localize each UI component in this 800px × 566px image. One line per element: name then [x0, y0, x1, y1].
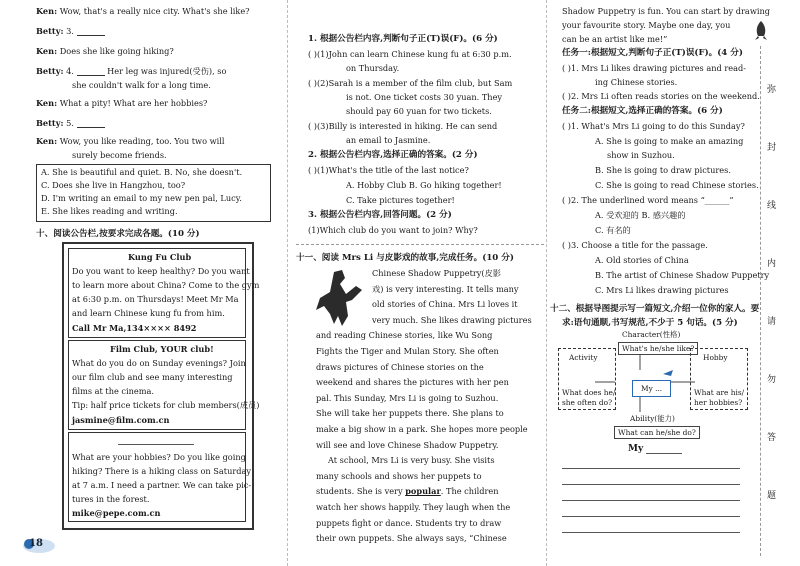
task2-q1-a: A. She is going to make an amazing [595, 136, 744, 146]
dialog-speaker: Ken: [36, 136, 58, 146]
q1-item-1b: on Thursday. [346, 63, 400, 73]
dialog-text-after: Her leg was injured(受伤), so [107, 66, 227, 76]
binding-char: 内 [767, 259, 777, 269]
binding-char: 答 [767, 433, 777, 443]
binding-char: 请 [767, 317, 777, 327]
hike-line-3: at 7 a.m. I need a partner. We can take pic- [72, 480, 252, 490]
dialog-text: Wow, that's a really nice city. What's she like? [59, 6, 250, 16]
dialog-speaker: Ken: [36, 98, 58, 108]
task2-q1-a2: show in Suzhou. [607, 150, 675, 160]
answer-blank[interactable] [77, 119, 105, 128]
q2-title: 2. 根据公告栏内容,选择正确的答案。(2 分) [308, 150, 478, 160]
q1-title: 1. 根据公告栏内容,判断句子正(T)误(F)。(6 分) [308, 34, 498, 44]
dialog-speaker: Betty: [36, 118, 64, 128]
binding-char: 线 [767, 201, 777, 211]
story-line: students. She is very popular. The children [316, 486, 499, 497]
column-divider-2 [546, 0, 547, 566]
dialog-text: 4. [66, 66, 74, 76]
kungfu-line-4: and learn Chinese kung fu from him. [72, 308, 225, 318]
mindmap-activity: Activity [566, 352, 601, 363]
dialog-text: Does she like going hiking? [59, 46, 174, 56]
task2-q1: ( )1. What's Mrs Li going to do this Sunday? [562, 121, 745, 131]
q1-item-1: ( )(1)John can learn Chinese kung fu at 6:30 p.m. [308, 49, 512, 59]
option-d: D. I'm writing an email to my new pen pal, Lucy. [41, 193, 242, 203]
story-line: puppets fight or dance. Students try to draw [316, 517, 502, 528]
story-line: will see and love Chinese Shadow Puppetry. [316, 439, 499, 450]
hike-line-4: tures in the forest. [72, 494, 150, 504]
option-c: C. Does she live in Hangzhou, too? [41, 180, 186, 190]
section-divider [296, 244, 544, 245]
puppet-illustration [312, 266, 368, 328]
q2-item-1: ( )(1)What's the title of the last notice? [308, 165, 469, 175]
story-line: Chinese Shadow Puppetry(皮影 [372, 268, 501, 278]
story-line: weekend and shares the pictures with her pen [316, 377, 509, 388]
film-line-3: films at the cinema. [72, 386, 155, 396]
story-line: many schools and shows her puppets to [316, 470, 482, 481]
story-line: draws pictures of Chinese stories on the [316, 361, 484, 372]
mindmap-whats-like: What's he/she like? [618, 342, 698, 355]
mindmap-what-are: What are his/ [694, 388, 745, 397]
mindmap-her-hobbies: her hobbies? [694, 398, 743, 407]
q1-item-3b: an email to Jasmine. [346, 135, 431, 145]
kungfu-line-2: to learn more about China? Come to the gym [72, 280, 260, 290]
answer-blank[interactable] [77, 27, 105, 36]
q1-item-2b: is not. One ticket costs 30 yuan. They [346, 92, 503, 102]
task2-q3-b: B. The artist of Chinese Shadow Puppetry [595, 270, 770, 280]
task2-q3-a: A. Old stories of China [595, 255, 689, 265]
binding-char: 勿 [767, 375, 777, 385]
story-line: She will take her puppets there. She plans to [316, 408, 504, 419]
binding-char: 弥 [767, 85, 777, 95]
film-contact: jasmine@film.com.cn [72, 415, 170, 425]
section-11-title: 十一、阅读 Mrs Li 与皮影戏的故事,完成任务。(10 分) [296, 253, 514, 263]
task2-title: 任务二:根据短文,选择正确的答案。(6 分) [562, 106, 723, 116]
story-line: At school, Mrs Li is very busy. She visits [328, 455, 495, 466]
mindmap-hobby: Hobby [700, 352, 731, 363]
q3-title: 3. 根据公告栏内容,回答问题。(2 分) [308, 210, 452, 220]
options-box [36, 164, 271, 222]
hike-contact: mike@pepe.com.cn [72, 508, 161, 518]
dialog-line [36, 136, 224, 146]
dialog-text: Wow, you like reading, too. You two will [59, 136, 225, 146]
hike-line-1: What are your hobbies? Do you like going [72, 452, 246, 462]
writing-line-4[interactable] [562, 516, 740, 517]
story-line: and reading Chinese stories, like Wu Song [316, 330, 493, 341]
story-line: Fights the Tiger and Mulan Story. She often [316, 346, 499, 356]
writing-line-2[interactable] [562, 484, 740, 485]
mindmap-what-does: What does he/ [562, 388, 616, 397]
option-e: E. She likes reading and writing. [41, 206, 178, 216]
binding-char: 封 [767, 143, 777, 153]
dialog-text: 5. [66, 118, 74, 128]
dialog-line [36, 26, 105, 36]
binding-line [760, 46, 761, 556]
story-line: pal. This Sunday, Mrs Li is going to Suzhou. [316, 392, 499, 403]
section-12-title-2: 求:语句通顺,书写规范,不少于 5 句话。(5 分) [562, 318, 738, 328]
kungfu-contact: Call Mr Ma,134×××× 8492 [72, 323, 197, 333]
page-number: 18 [29, 538, 43, 549]
task2-q3: ( )3. Choose a title for the passage. [562, 240, 708, 250]
dialog-line [36, 46, 174, 56]
q1-item-3: ( )(3)Billy is interested in hiking. He can send [308, 121, 498, 131]
binding-char: 题 [767, 491, 777, 501]
task2-q2-c: C. 有名的 [595, 225, 631, 235]
writing-line-5[interactable] [562, 532, 740, 533]
q1-item-2: ( )(2)Sarah is a member of the film club, but Sam [308, 78, 513, 88]
writing-title-blank [646, 453, 682, 454]
writing-line-3[interactable] [562, 500, 740, 501]
task1-title: 任务一:根据短文,判断句子正(T)误(F)。(4 分) [562, 48, 743, 58]
dialog-line [36, 118, 105, 128]
dialog-text: surely become friends. [72, 150, 167, 160]
column-divider-1 [287, 0, 288, 566]
story-line: watch her shows happily. They laugh when the [316, 502, 511, 512]
story-line: old stories of China. Mrs Li loves it [372, 299, 518, 310]
q1-item-2c: should pay 60 yuan for two tickets. [346, 106, 492, 116]
section-12-title: 十二、根据导图提示写一篇短文,介绍一位你的家人。要 [550, 304, 760, 314]
mindmap-what-can: What can he/she do? [614, 426, 700, 439]
dialog-text: 3. [66, 26, 74, 36]
kungfu-line-1: Do you want to keep healthy? Do you want [72, 266, 250, 276]
task2-q2-ab: A. 受欢迎的 B. 感兴趣的 [595, 210, 686, 220]
dialog-text: she couldn't walk for a long time. [72, 80, 211, 90]
task2-q2: ( )2. The underlined word means “______” [562, 195, 734, 205]
mindmap-character: Character(性格) [622, 330, 681, 339]
dialog-line [72, 80, 211, 90]
dialog-line [72, 150, 167, 160]
film-title: Film Club, YOUR club! [110, 344, 214, 354]
dialog-line [36, 98, 207, 108]
task1-item-1: ( )1. Mrs Li likes drawing pictures and read- [562, 63, 747, 73]
rocket-icon [752, 20, 770, 42]
option-a-b: A. She is beautiful and quiet. B. No, she doesn't. [41, 167, 243, 177]
story-line: make a big show in a park. She hopes more people [316, 424, 528, 434]
dialog-speaker: Betty: [36, 66, 64, 76]
task2-q1-c: C. She is going to read Chinese stories. [595, 180, 759, 190]
task2-q3-c: C. Mrs Li likes drawing pictures [595, 285, 729, 295]
story-line: their own puppets. She always says, “Chinese [316, 533, 507, 544]
mindmap-she-often: she often do? [562, 398, 613, 407]
dialog-speaker: Ken: [36, 6, 58, 16]
section-10-title: 十、阅读公告栏,按要求完成各题。(10 分) [36, 229, 200, 239]
story-line: very much. She likes drawing pictures [372, 314, 532, 325]
q2-item-1c: C. Take pictures together! [346, 195, 455, 205]
story-end-2: your favourite story. Maybe one day, you [562, 20, 731, 30]
mindmap-center: My ... [632, 380, 671, 397]
task1-item-2: ( )2. Mrs Li often reads stories on the weekend. [562, 91, 760, 101]
film-line-2: our film club and see many interesting [72, 372, 233, 382]
dialog-line [36, 66, 226, 76]
task2-q1-b: B. She is going to draw pictures. [595, 165, 731, 175]
page-number-badge [22, 536, 56, 554]
answer-blank[interactable] [77, 67, 105, 76]
mindmap-ability: Ability(能力) [630, 414, 675, 423]
writing-line-1[interactable] [562, 468, 740, 469]
hike-title-blank [118, 444, 194, 445]
kungfu-line-3: at 6:30 p.m. on Thursdays! Meet Mr Ma [72, 294, 239, 304]
film-line-4: Tip: half price tickets for club members(成员) [72, 400, 260, 410]
dialog-speaker: Ken: [36, 46, 58, 56]
kungfu-title: Kung Fu Club [128, 252, 192, 262]
q2-item-1a: A. Hobby Club B. Go hiking together! [346, 180, 502, 190]
film-line-1: What do you do on Sunday evenings? Join [72, 358, 246, 368]
task1-item-1b: ing Chinese stories. [595, 77, 678, 87]
dialog-text: What a pity! What are her hobbies? [59, 98, 208, 108]
dialog-line [36, 6, 250, 16]
story-line: 戏) is very interesting. It tells many [372, 283, 519, 294]
story-end-3: can be an artist like me!” [562, 34, 668, 44]
story-end-1: Shadow Puppetry is fun. You can start by drawing [562, 6, 770, 16]
hike-line-2: hiking? There is a hiking class on Saturday [72, 466, 252, 476]
underlined-word: popular [405, 486, 441, 497]
writing-title: My [628, 444, 644, 454]
q3-item: (1)Which club do you want to join? Why? [308, 225, 478, 235]
dialog-speaker: Betty: [36, 26, 64, 36]
